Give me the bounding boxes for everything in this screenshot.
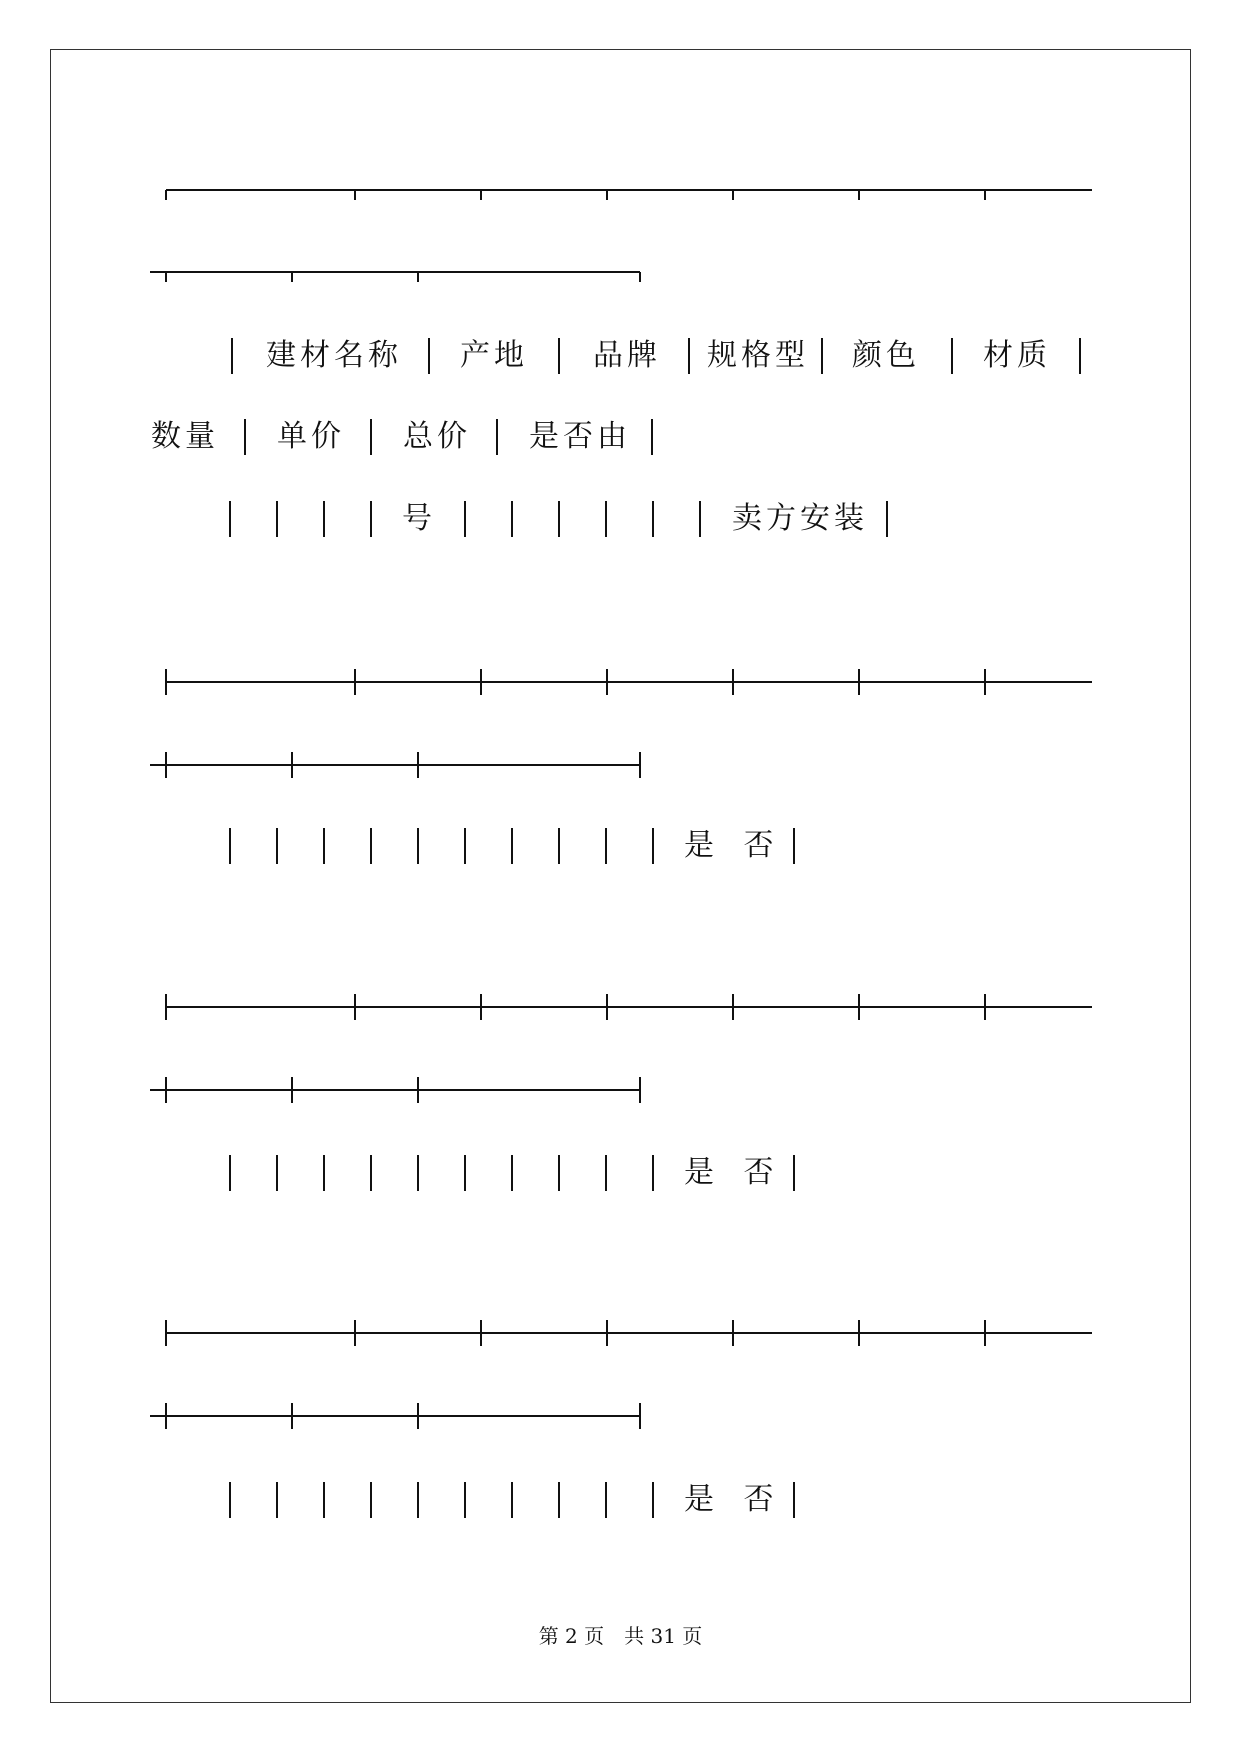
cell-divider	[464, 828, 466, 864]
cell-divider	[951, 338, 953, 374]
cell-divider	[605, 501, 607, 537]
col-installation-header-cont: 卖方安装	[732, 501, 868, 536]
cell-divider	[229, 1482, 231, 1518]
cell-divider	[323, 501, 325, 537]
cell-divider	[370, 1155, 372, 1191]
row-separator-cont	[0, 750, 1241, 780]
row-separator	[0, 667, 1241, 697]
cell-divider	[1079, 338, 1081, 374]
cell-divider	[276, 1482, 278, 1518]
col-model-header: 规格型	[707, 338, 809, 373]
cell-divider	[688, 338, 690, 374]
cell-divider	[511, 1155, 513, 1191]
cell-divider	[229, 828, 231, 864]
cell-divider	[229, 501, 231, 537]
cell-divider	[417, 828, 419, 864]
cell-divider	[511, 828, 513, 864]
cell-divider	[244, 419, 246, 455]
col-quantity-header: 数量	[151, 419, 219, 454]
row-separator-cont	[0, 1401, 1241, 1431]
col-unit-price-header: 单价	[277, 419, 345, 454]
cell-divider	[323, 1155, 325, 1191]
cell-divider	[323, 1482, 325, 1518]
cell-divider	[417, 1155, 419, 1191]
col-installation-header: 是否由	[529, 419, 631, 454]
row-separator	[0, 992, 1241, 1022]
cell-divider	[276, 1155, 278, 1191]
table-top-border	[0, 180, 1241, 200]
cell-divider	[558, 501, 560, 537]
cell-divider	[652, 1155, 654, 1191]
cell-divider	[370, 828, 372, 864]
cell-divider	[558, 1155, 560, 1191]
cell-divider	[323, 828, 325, 864]
col-material-name-header: 建材名称	[266, 338, 402, 373]
col-texture-header: 材质	[983, 338, 1051, 373]
cell-divider	[464, 1482, 466, 1518]
install-option-text: 是 否	[684, 1155, 784, 1190]
cell-divider	[793, 1482, 795, 1518]
cell-divider	[793, 1155, 795, 1191]
col-origin-header: 产地	[460, 338, 528, 373]
row-separator	[0, 1318, 1241, 1348]
cell-divider	[229, 1155, 231, 1191]
col-brand-header: 品牌	[593, 338, 661, 373]
col-total-price-header: 总价	[403, 419, 471, 454]
cell-divider	[652, 828, 654, 864]
cell-divider	[496, 419, 498, 455]
page-number: 第 2 页 共 31 页	[538, 1624, 703, 1648]
install-option-text: 是 否	[684, 1482, 784, 1517]
cell-divider	[231, 338, 233, 374]
cell-divider	[605, 828, 607, 864]
cell-divider	[699, 501, 701, 537]
page-border	[50, 49, 1191, 1703]
cell-divider	[464, 1155, 466, 1191]
cell-divider	[276, 828, 278, 864]
cell-divider	[558, 1482, 560, 1518]
table-top-border-cont	[0, 262, 1241, 282]
cell-divider	[605, 1155, 607, 1191]
install-option-text: 是 否	[684, 828, 784, 863]
cell-divider	[511, 1482, 513, 1518]
cell-divider	[370, 419, 372, 455]
cell-divider	[428, 338, 430, 374]
cell-divider	[651, 419, 653, 455]
cell-divider	[652, 501, 654, 537]
cell-divider	[417, 1482, 419, 1518]
cell-divider	[558, 828, 560, 864]
cell-divider	[821, 338, 823, 374]
cell-divider	[464, 501, 466, 537]
col-model-header-cont: 号	[402, 501, 436, 536]
cell-divider	[793, 828, 795, 864]
cell-divider	[370, 501, 372, 537]
cell-divider	[886, 501, 888, 537]
col-color-header: 颜色	[852, 338, 920, 373]
cell-divider	[558, 338, 560, 374]
row-separator-cont	[0, 1075, 1241, 1105]
cell-divider	[370, 1482, 372, 1518]
cell-divider	[605, 1482, 607, 1518]
cell-divider	[652, 1482, 654, 1518]
cell-divider	[276, 501, 278, 537]
cell-divider	[511, 501, 513, 537]
